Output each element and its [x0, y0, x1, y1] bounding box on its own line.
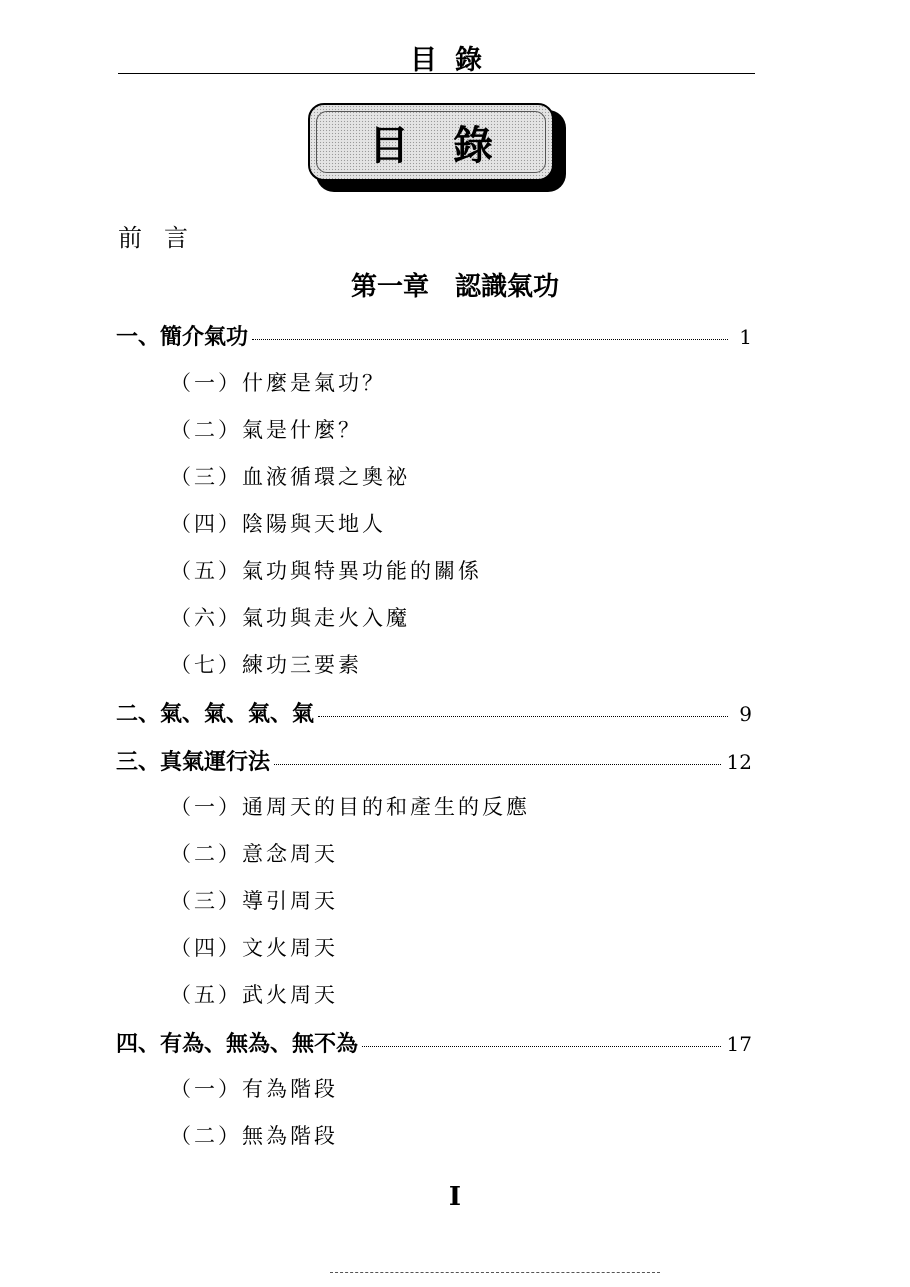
section-title: 三、真氣運行法	[116, 750, 271, 775]
preface-entry: 前言	[118, 224, 210, 252]
section-title: 四、有為、無為、無不為	[116, 1032, 359, 1057]
toc-subsection: （六）氣功與走火入魔	[170, 606, 410, 630]
bottom-rule	[330, 1272, 660, 1273]
toc-subsection: （四）陰陽與天地人	[170, 512, 386, 536]
header-rule	[118, 73, 755, 74]
toc-subsection: （二）氣是什麼？	[170, 418, 362, 442]
toc-section-1	[116, 320, 752, 351]
toc-subsection: （二）無為階段	[170, 1124, 338, 1148]
section-title: 一、簡介氣功	[116, 325, 249, 350]
toc-subsection: （三）血液循環之奧祕	[170, 465, 410, 489]
dot-leader	[318, 716, 728, 717]
toc-subsection: （五）武火周天	[170, 983, 338, 1007]
page-folio: I	[448, 1182, 462, 1212]
toc-subsection: （四）文火周天	[170, 936, 338, 960]
toc-section-3	[116, 745, 752, 776]
dot-leader	[362, 1046, 721, 1047]
section-page: 9	[739, 702, 752, 726]
toc-subsection: （三）導引周天	[170, 889, 338, 913]
toc-subsection: （一）有為階段	[170, 1077, 338, 1101]
toc-subsection: （二）意念周天	[170, 842, 338, 866]
toc-subsection: （五）氣功與特異功能的關係	[170, 559, 482, 583]
toc-section-2	[116, 697, 752, 728]
section-page: 12	[726, 750, 752, 774]
toc-subsection: （一）什麼是氣功？	[170, 371, 386, 395]
toc-subsection: （七）練功三要素	[170, 653, 362, 677]
section-page: 17	[726, 1032, 752, 1056]
chapter-title: 第一章 認識氣功	[350, 272, 559, 302]
title-box-text: 目錄	[369, 122, 537, 169]
toc-subsection: （一）通周天的目的和產生的反應	[170, 795, 530, 819]
dot-leader	[274, 764, 721, 765]
section-page: 1	[739, 325, 752, 349]
dot-leader	[252, 339, 728, 340]
title-box	[308, 103, 554, 181]
running-header: 目錄	[410, 45, 500, 76]
section-title: 二、氣、氣、氣、氣	[116, 702, 315, 727]
toc-section-4	[116, 1027, 752, 1058]
